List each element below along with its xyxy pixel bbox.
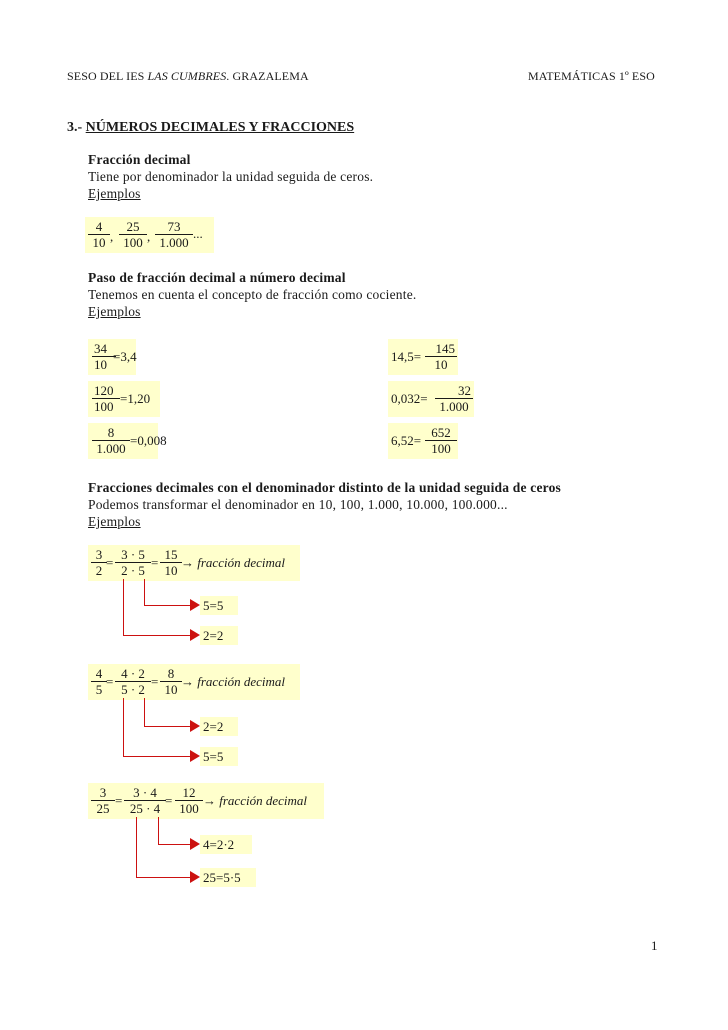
check-equality: 5=5 (203, 749, 224, 764)
equals: = (151, 674, 159, 689)
separator: , (147, 229, 151, 244)
connector-line (144, 698, 145, 726)
decimal-value: 14,5= (391, 349, 422, 364)
decimal-value: 0,032= (391, 391, 428, 406)
denominator: 100 (425, 440, 457, 456)
pointer-arrow-icon (190, 720, 200, 732)
heading-fraccion-decimal: Fracción decimal (88, 152, 191, 167)
fraction (155, 219, 193, 250)
decimal-result: =0,008 (130, 433, 167, 448)
fraction (425, 425, 457, 456)
arrow-fraccion-decimal: → fracción decimal (203, 793, 307, 808)
denominator: 5 (91, 681, 107, 697)
connector-line (123, 635, 190, 636)
denominator: 100 (175, 800, 203, 816)
header-school-name: LAS CUMBRES (147, 69, 227, 83)
numerator: 8 (107, 425, 115, 440)
section-title (67, 120, 354, 136)
equals: = (106, 674, 114, 689)
numerator: 3 (99, 785, 107, 800)
numerator: 4 · 2 (121, 666, 145, 681)
denominator: 25 (91, 800, 115, 816)
denominator: 1.000 (92, 440, 130, 456)
fraction (175, 785, 203, 816)
check-equality: 4=2·2 (203, 837, 235, 852)
connector-line (136, 877, 190, 878)
fraction (124, 785, 166, 816)
fraction (91, 785, 115, 816)
separator: , (110, 229, 114, 244)
fraction (119, 219, 147, 250)
denominator: 10 (88, 234, 110, 250)
examples-label-2: Ejemplos (88, 304, 141, 319)
page-header-right: MATEMÁTICAS 1º ESO (528, 69, 655, 83)
denominator: 100 (92, 398, 120, 414)
check-equality: 5=5 (203, 598, 224, 613)
connector-line (144, 605, 190, 606)
decimal-value: 6,52= (391, 433, 422, 448)
ellipsis: ... (193, 226, 203, 241)
heading-denominador-distinto: Fracciones decimales con el denominador distinto de la unidad seguida de ceros (88, 480, 561, 495)
equals: = (151, 555, 159, 570)
header-town: . GRAZALEMA (226, 69, 309, 83)
fraction (435, 383, 473, 414)
denominator: 10 (160, 562, 182, 578)
denominator: 25 · 4 (124, 800, 166, 816)
numerator: 73 (167, 219, 181, 234)
fraccion-decimal-definition: Tiene por denominador la unidad seguida de ceros. (88, 169, 374, 184)
section-number: 3.- (67, 120, 86, 135)
numerator: 4 (95, 219, 103, 234)
numerator: 652 (431, 425, 451, 440)
fraction (91, 666, 107, 697)
fraction (88, 219, 110, 250)
fraction (115, 666, 151, 697)
connector-line (144, 579, 145, 605)
numerator: 25 (126, 219, 140, 234)
connector-line (123, 579, 124, 635)
connector-line (136, 817, 137, 877)
fraction (92, 425, 130, 456)
connector-line (144, 726, 190, 727)
arrow-fraccion-decimal: → fracción decimal (181, 555, 285, 570)
decimal-result: =1,20 (120, 391, 151, 406)
paso-description: Tenemos en cuenta el concepto de fracción como cociente. (88, 287, 417, 302)
fraction (160, 547, 182, 578)
page-number: 1 (651, 938, 658, 953)
pointer-arrow-icon (190, 629, 200, 641)
connector-line (158, 844, 190, 845)
connector-line (123, 698, 124, 756)
examples-label-1: Ejemplos (88, 186, 141, 201)
fraction (115, 547, 151, 578)
denominator: 5 · 2 (115, 681, 151, 697)
numerator: 3 · 5 (121, 547, 145, 562)
pointer-arrow-icon (190, 838, 200, 850)
heading-paso-fraccion-decimal: Paso de fracción decimal a número decimal (88, 270, 346, 285)
decimal-result: =3,4 (113, 349, 137, 364)
arrow-fraccion-decimal: → fracción decimal (181, 674, 285, 689)
check-equality: 25=5·5 (203, 870, 241, 885)
fraction (91, 547, 107, 578)
connector-line (123, 756, 190, 757)
numerator: 8 (167, 666, 175, 681)
denominator: 1.000 (155, 234, 193, 250)
equals: = (106, 555, 114, 570)
numerator: 145 (435, 341, 455, 356)
denominator: 10 (160, 681, 182, 697)
pointer-arrow-icon (190, 871, 200, 883)
header-school: SESO DEL IES (67, 69, 148, 83)
fraction (425, 341, 457, 372)
equals: = (165, 793, 173, 808)
numerator: 34 (94, 341, 107, 356)
denominator: 100 (119, 234, 147, 250)
examples-label-3: Ejemplos (88, 514, 141, 529)
equals: = (115, 793, 123, 808)
pointer-arrow-icon (190, 599, 200, 611)
numerator: 120 (94, 383, 114, 398)
check-equality: 2=2 (203, 628, 224, 643)
check-equality: 2=2 (203, 719, 224, 734)
numerator: 3 · 4 (133, 785, 157, 800)
numerator: 4 (95, 666, 103, 681)
numerator: 3 (95, 547, 103, 562)
page-header-left (67, 69, 309, 84)
pointer-arrow-icon (190, 750, 200, 762)
fraction (92, 383, 120, 414)
fraction (160, 666, 182, 697)
distinto-description: Podemos transformar el denominador en 10, 100, 1.000, 10.000, 100.000... (88, 497, 508, 512)
numerator: 12 (182, 785, 196, 800)
denominator: 1.000 (435, 398, 473, 414)
denominator: 2 (91, 562, 107, 578)
denominator: 10 (92, 356, 116, 372)
numerator: 15 (164, 547, 178, 562)
denominator: 2 · 5 (115, 562, 151, 578)
denominator: 10 (425, 356, 457, 372)
connector-line (158, 817, 159, 844)
numerator: 32 (458, 383, 471, 398)
section-title-text: NÚMEROS DECIMALES Y FRACCIONES (85, 120, 355, 135)
